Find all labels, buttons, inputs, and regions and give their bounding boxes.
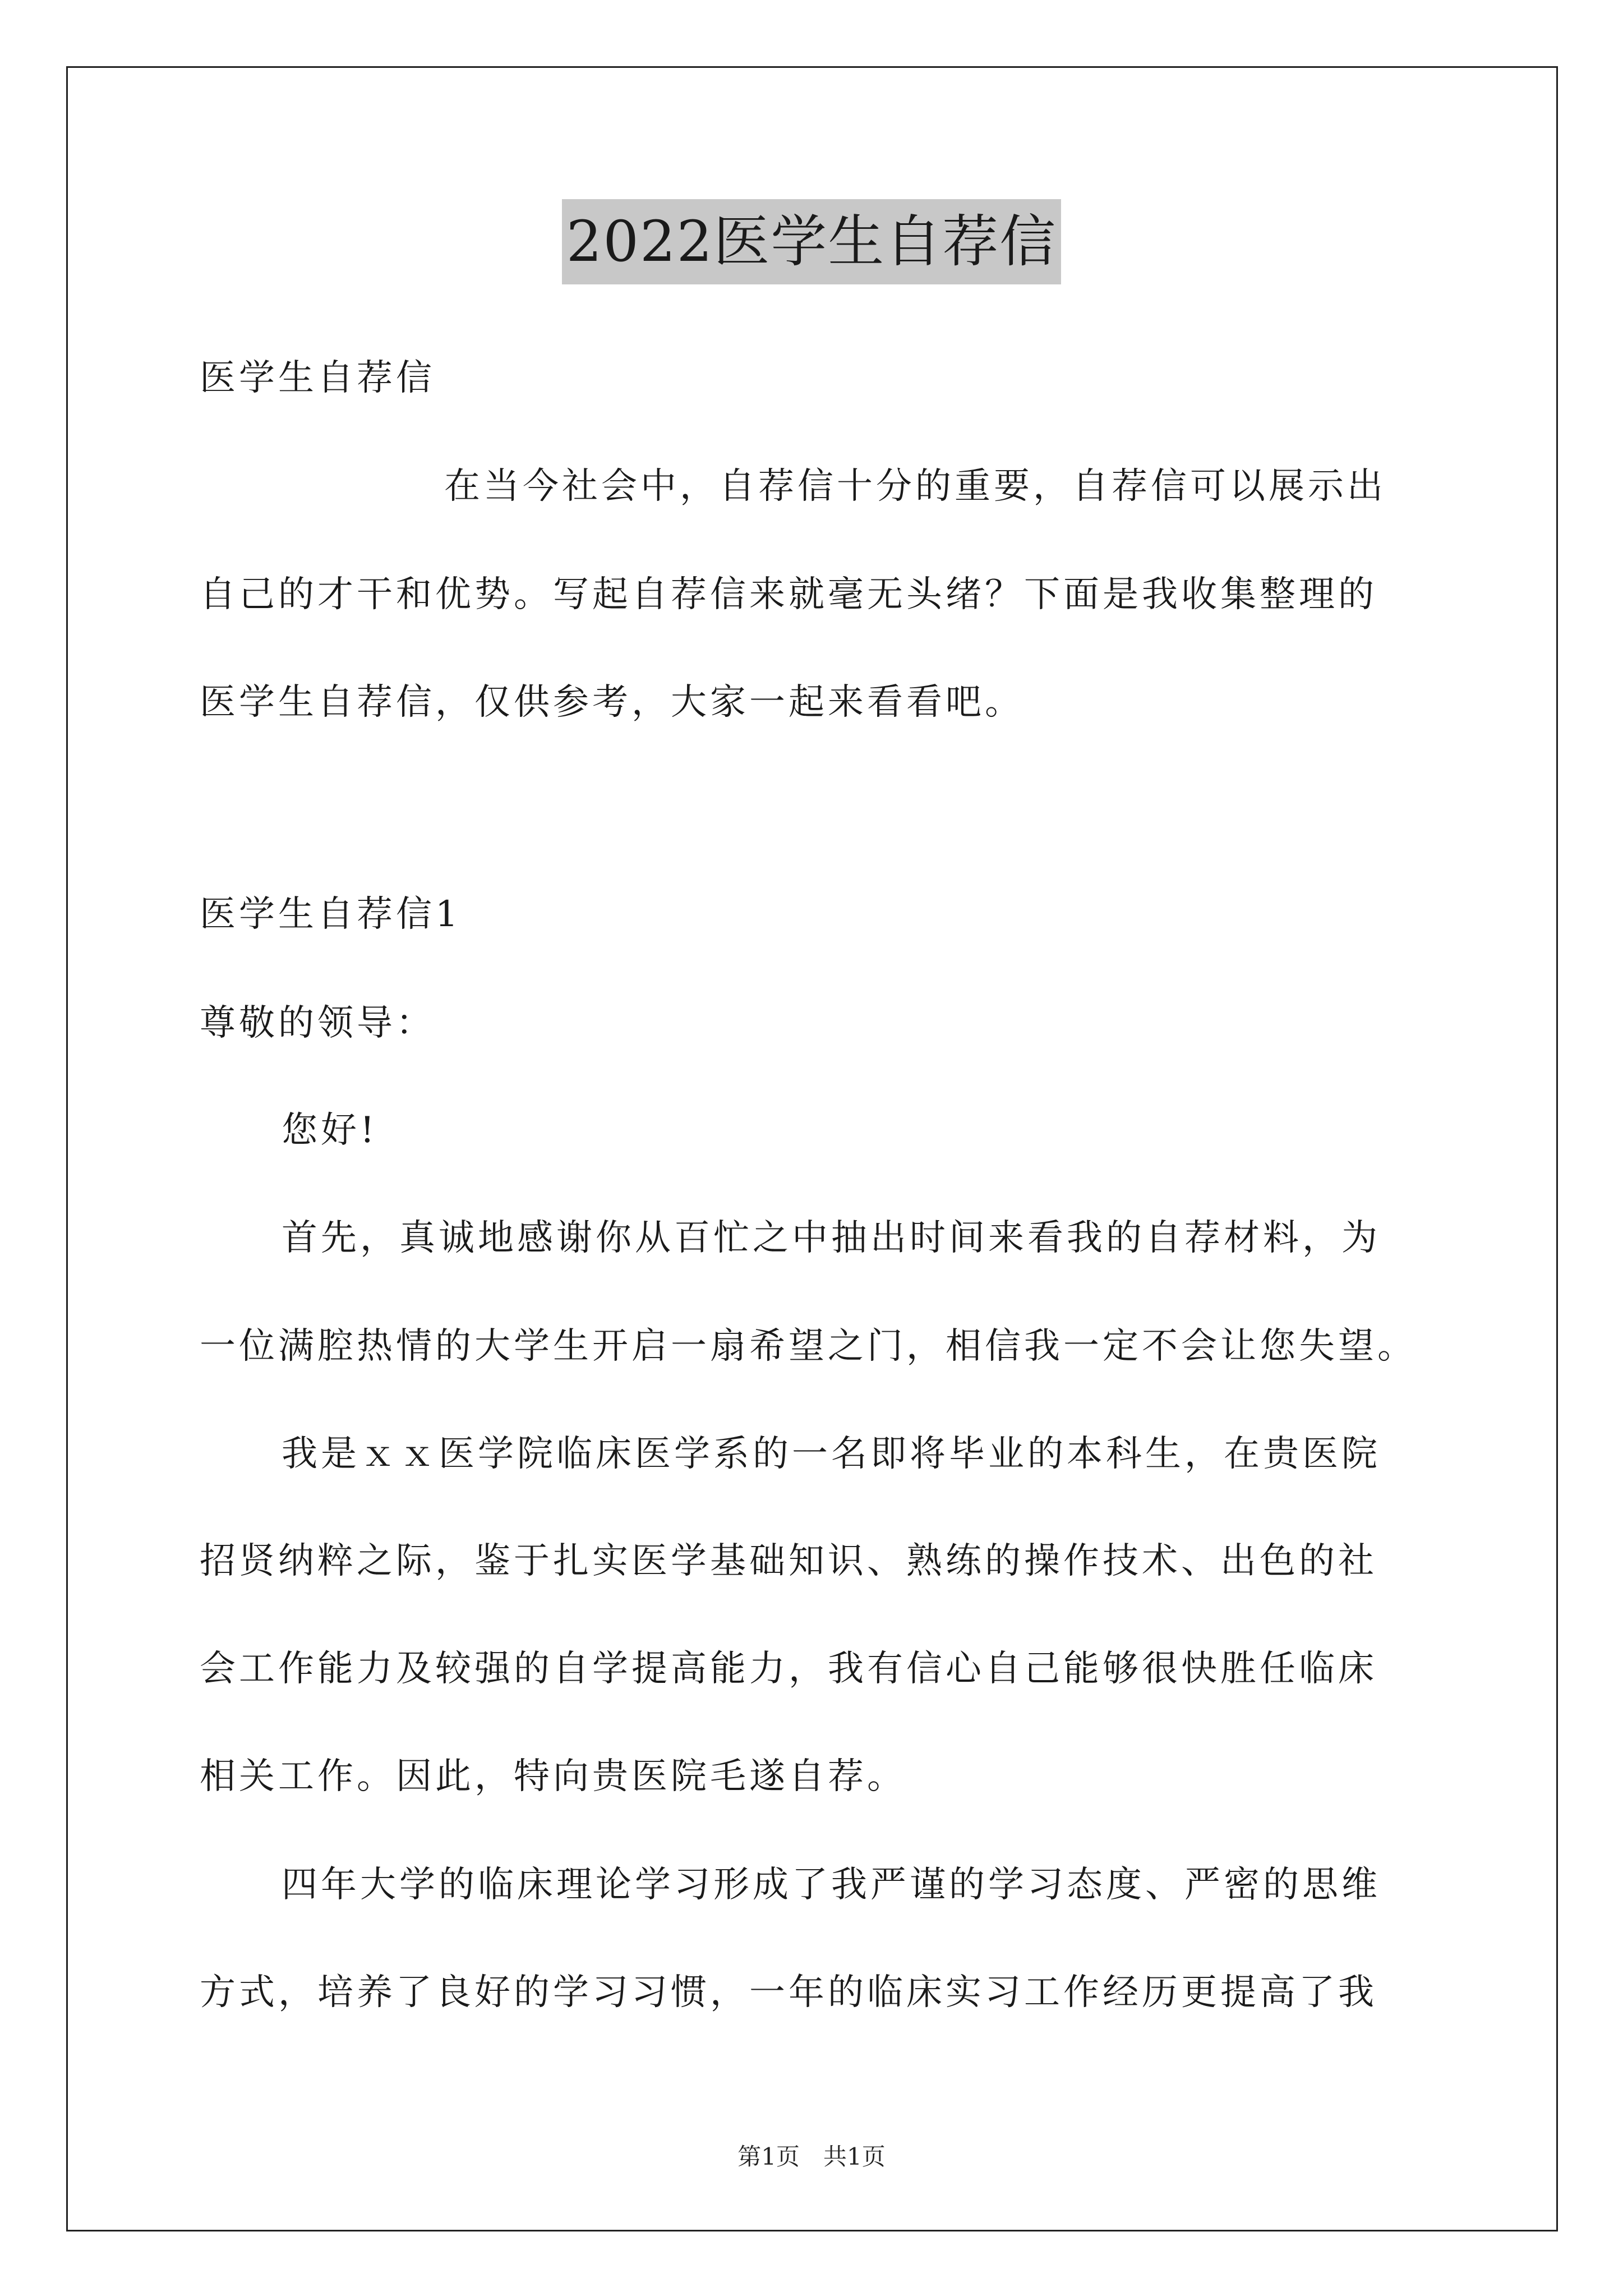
salutation: 尊敬的领导： <box>200 1002 435 1044</box>
paragraph-1-line-2: 一位满腔热情的大学生开启一扇希望之门，相信我一定不会让您失望。 <box>200 1326 1417 1367</box>
paragraph-1-line-1: 首先，真诚地感谢你从百忙之中抽出时间来看我的自荐材料，为 <box>282 1217 1381 1259</box>
title-container <box>0 199 1623 284</box>
greeting: 您好! <box>282 1110 378 1151</box>
intro-line-1: 在当今社会中，自荐信十分的重要，自荐信可以展示出 <box>444 466 1386 507</box>
intro-line-2: 自己的才干和优势。写起自荐信来就毫无头绪？下面是我收集整理的 <box>200 574 1377 615</box>
paragraph-2-line-4: 相关工作。因此，特向贵医院毛遂自荐。 <box>200 1756 906 1797</box>
intro-line-3: 医学生自荐信，仅供参考，大家一起来看看吧。 <box>200 682 1024 723</box>
section-heading: 医学生自荐信1 <box>200 894 462 935</box>
paragraph-2-line-2: 招贤纳粹之际，鉴于扎实医学基础知识、熟练的操作技术、出色的社 <box>200 1540 1377 1582</box>
page-number: 第1页 共1页 <box>737 2143 886 2170</box>
document-title: 2022医学生自荐信 <box>562 199 1062 284</box>
subtitle-line: 医学生自荐信 <box>200 357 435 399</box>
paragraph-3-line-2: 方式，培养了良好的学习习惯，一年的临床实习工作经历更提高了我 <box>200 1972 1377 2013</box>
paragraph-2-line-3: 会工作能力及较强的自学提高能力，我有信心自己能够很快胜任临床 <box>200 1648 1377 1690</box>
paragraph-3-line-1: 四年大学的临床理论学习形成了我严谨的学习态度、严密的思维 <box>282 1864 1381 1906</box>
paragraph-2-line-1: 我是ｘｘ医学院临床医学系的一名即将毕业的本科生，在贵医院 <box>282 1433 1381 1475</box>
